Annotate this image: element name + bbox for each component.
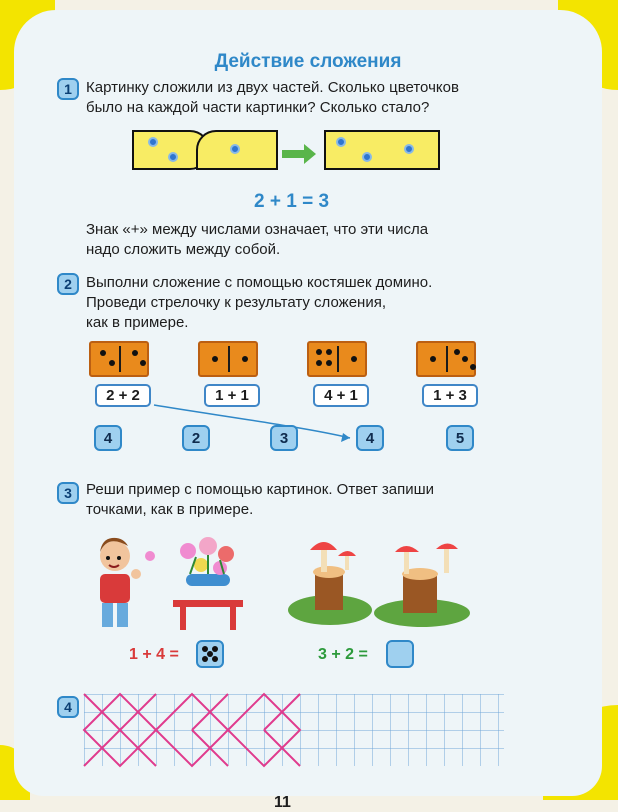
mushroom-icon — [288, 542, 372, 625]
puzzle-result — [324, 130, 440, 170]
task-2-text-line3: как в примере. — [86, 314, 189, 331]
arrow-right-icon — [282, 150, 306, 158]
flower-icon — [362, 152, 372, 162]
flower-icon — [336, 137, 346, 147]
task-number-3: 3 — [57, 482, 79, 504]
dice-icon — [196, 640, 224, 668]
task-3-text-line1: Реши пример с помощью картинок. Ответ запиши — [86, 481, 435, 498]
worksheet-page — [14, 10, 602, 811]
mushroom-icon — [374, 544, 470, 628]
mushrooms-illustration — [290, 532, 470, 632]
flower-icon — [168, 152, 178, 162]
task-2-answer-2[interactable]: 2 — [182, 425, 210, 451]
task-3-left-equation: 1 + 4 = — [129, 646, 179, 663]
task-2-answer-3[interactable]: 3 — [270, 425, 298, 451]
task-number-2: 2 — [57, 273, 79, 295]
task-4-pattern-grid — [84, 694, 504, 766]
boy-icon — [100, 538, 141, 627]
task-3-text-line2: точками, как в примере. — [86, 501, 254, 518]
task-2-expression-4[interactable]: 1 + 3 — [422, 384, 478, 407]
task-2-expression-2[interactable]: 1 + 1 — [204, 384, 260, 407]
task-1-text-line2: было на каждой части картинки? Сколько стало? — [86, 99, 430, 116]
task-3-answer-box[interactable] — [386, 640, 414, 668]
flower-icon — [404, 144, 414, 154]
task-number-1: 1 — [57, 78, 79, 100]
task-3-right-equation: 3 + 2 = — [318, 646, 368, 663]
task-2-expression-3[interactable]: 4 + 1 — [313, 384, 369, 407]
task-1-text-line1: Картинку сложили из двух частей. Сколько цветочков — [86, 79, 459, 96]
task-2-expression-1[interactable]: 2 + 2 — [95, 384, 151, 407]
domino-icon — [198, 341, 258, 377]
task-2-text-line2: Проведи стрелочку к результату сложения, — [86, 294, 386, 311]
page-title: Действие сложения — [214, 51, 402, 72]
flower-icon — [230, 144, 240, 154]
task-number-4: 4 — [57, 696, 79, 718]
task-2-text-line1: Выполни сложение с помощью костяшек домино. — [86, 274, 433, 291]
task-1-note-line1: Знак «+» между числами означает, что эти числа — [86, 221, 429, 238]
boy-with-flowers-illustration — [88, 528, 238, 632]
table-icon — [173, 600, 243, 630]
flower-icon — [148, 137, 158, 147]
task-2-answer-4[interactable]: 4 — [356, 425, 384, 451]
task-1-note-line2: надо сложить между собой. — [86, 241, 281, 258]
task-1-equation: 2 + 1 = 3 — [254, 191, 330, 212]
domino-icon — [307, 341, 367, 377]
task-2-answer-1[interactable]: 4 — [94, 425, 122, 451]
domino-icon — [89, 341, 149, 377]
page-number: 11 — [274, 794, 291, 811]
task-2-answer-5[interactable]: 5 — [446, 425, 474, 451]
domino-icon — [416, 341, 476, 377]
